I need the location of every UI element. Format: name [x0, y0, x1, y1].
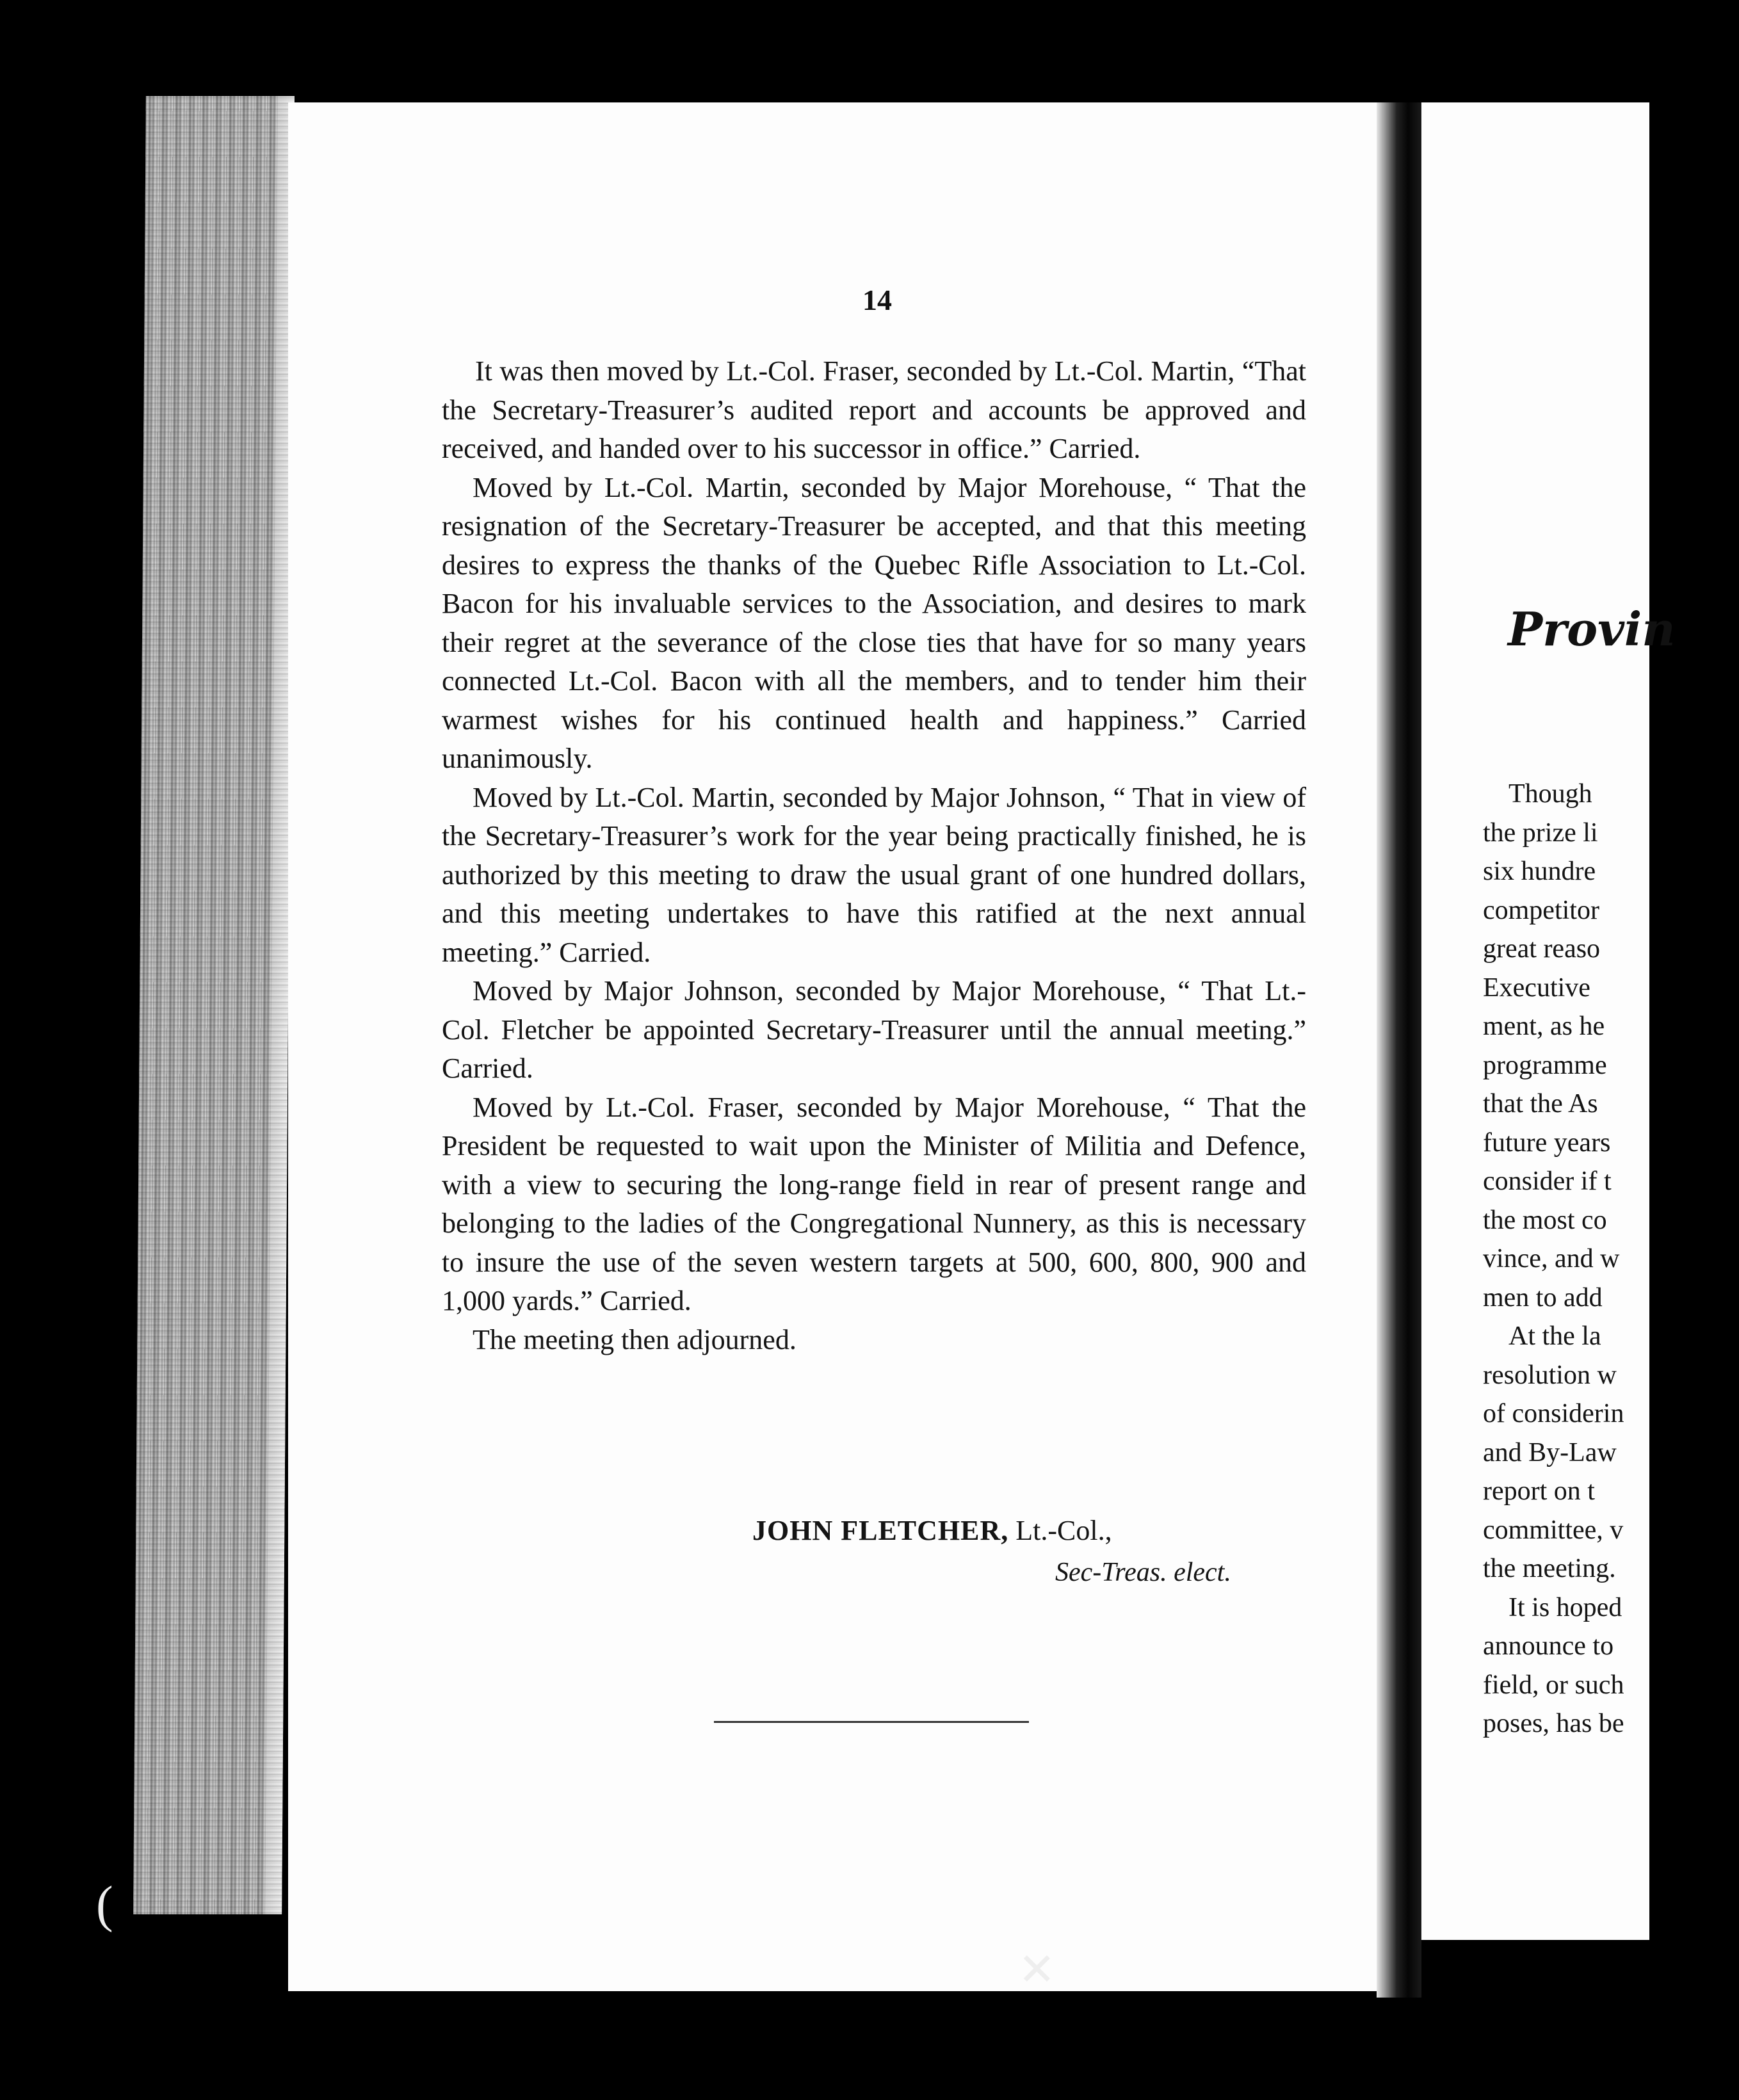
right-line: the prize li	[1483, 818, 1598, 848]
paragraph: Moved by Major Johnson, seconded by Major Morehouse, “ That Lt.-Col. Fletcher be appointed Secretary-Treasurer until the annual meeting.” Carried.	[442, 975, 1306, 1084]
right-line: that the As	[1483, 1089, 1598, 1119]
right-line: announce to	[1483, 1631, 1614, 1661]
signature-rank: Lt.-Col.,	[1008, 1515, 1112, 1546]
right-line: of considerin	[1483, 1399, 1624, 1428]
right-line: poses, has be	[1483, 1709, 1624, 1738]
right-page-body	[1483, 775, 1739, 1743]
left-page-body	[442, 352, 1306, 1359]
right-line: future years	[1483, 1127, 1611, 1158]
right-line: and By-Law	[1483, 1437, 1617, 1467]
right-line: vince, and w	[1483, 1244, 1620, 1273]
right-line: the most co	[1483, 1205, 1607, 1235]
right-line: resolution w	[1483, 1360, 1617, 1390]
paragraph: The meeting then adjourned.	[473, 1323, 797, 1355]
right-page-heading: Provin	[1508, 602, 1676, 656]
right-line: report on t	[1483, 1476, 1595, 1506]
page-number: 14	[862, 284, 892, 316]
right-line: It is hoped	[1508, 1592, 1622, 1622]
paragraph: Moved by Lt.-Col. Martin, seconded by Major Morehouse, “ That the resignation of the Secretary-Treasurer be accepted, and that this meeting desires to express the thanks of the Quebec Rifle Association to Lt.-Col. Bacon for his invaluable services to the Association, and desires to mark their regret at the severance of the close ties that have for so many years connected Lt.-Col. Bacon with all the members, and to tender him their warmest wishes for his continued health and happiness.” Carried unanimously.	[442, 471, 1306, 774]
section-divider	[714, 1721, 1029, 1723]
book-page-edge	[133, 96, 295, 1914]
signature-line	[752, 1514, 1112, 1547]
paragraph: Moved by Lt.-Col. Martin, seconded by Major Johnson, “ That in view of the Secretary-Treasurer’s work for the year being practically finished, he is authorized by this meeting to draw the usual grant of one hundred dollars, and this meeting undertakes to have this ratified at the next annual meeting.” Carried.	[442, 781, 1306, 968]
right-line: six hundre	[1483, 857, 1596, 886]
right-line: men to add	[1483, 1282, 1603, 1312]
right-line: great reaso	[1483, 934, 1601, 964]
paragraph: It was then moved by Lt.-Col. Fraser, seconded by Lt.-Col. Martin, “That the Secretary-Treasurer’s audited report and accounts be approved and received, and handed over to his successor in office.” Carried.	[442, 355, 1306, 464]
right-line: committee, v	[1483, 1515, 1624, 1545]
stray-mark: (	[96, 1877, 113, 1933]
right-line: At the la	[1508, 1321, 1601, 1351]
signature-title: Sec-Treas. elect.	[1055, 1558, 1231, 1587]
right-line: Executive	[1483, 973, 1590, 1003]
book-gutter	[1377, 102, 1421, 1998]
signature-name: JOHN FLETCHER,	[752, 1515, 1009, 1546]
right-line: field, or such	[1483, 1670, 1624, 1700]
right-line: consider if t	[1483, 1167, 1612, 1196]
right-line: competitor	[1483, 895, 1599, 925]
stray-mark: ✕	[1018, 1946, 1056, 1995]
right-line: programme	[1483, 1050, 1607, 1080]
right-line: the meeting.	[1483, 1554, 1616, 1583]
paragraph: Moved by Lt.-Col. Fraser, seconded by Major Morehouse, “ That the President be requested to wait upon the Minister of Militia and Defence, with a view to securing the long-range field in rear of present range and belonging to the ladies of the Congregational Nunnery, as this is necessary to insure the use of the seven western targets at 500, 600, 800, 900 and 1,000 yards.” Carried.	[442, 1091, 1306, 1316]
right-line: Though	[1508, 779, 1592, 809]
right-line: ment, as he	[1483, 1012, 1605, 1041]
